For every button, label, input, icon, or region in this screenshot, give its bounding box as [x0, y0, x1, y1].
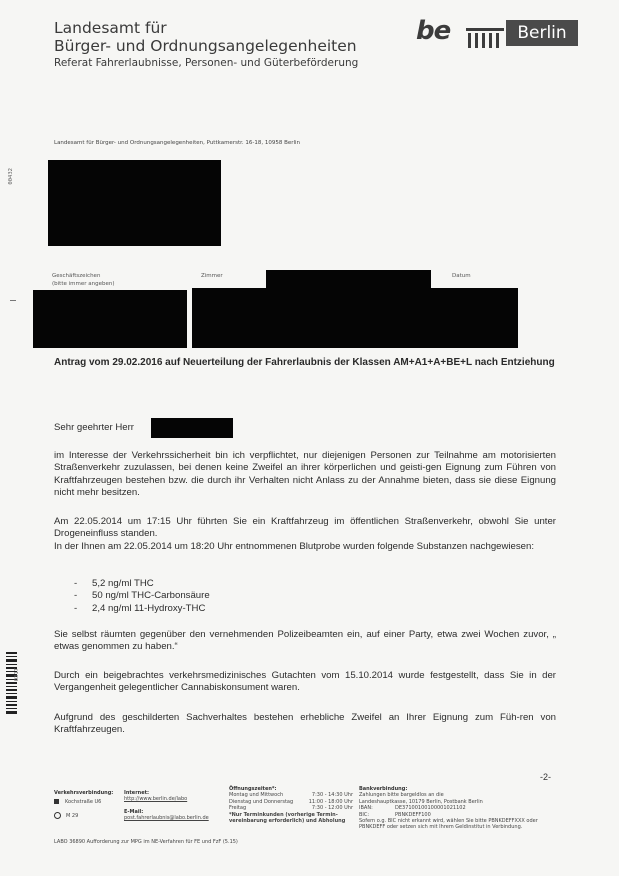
authority-name-line1: Landesamt für: [54, 19, 167, 37]
subway-icon: [54, 799, 59, 804]
paragraph-3: Sie selbst räumten gegenüber den vernehmenden Polizeibeamten ein, auf einer Party, etwa zwei Wochen zuvor, „ etwas genommen zu haben.“: [54, 629, 556, 653]
internet-link[interactable]: http://www.berlin.de/labo: [124, 796, 188, 803]
barcode: [6, 652, 17, 714]
paragraph-2b: In der Ihnen am 22.05.2014 um 18:20 Uhr entnommenen Blutprobe wurden folgende Substanzen nachgewiesen:: [54, 541, 535, 552]
footer-opening-hours: Öffnungszeiten*: Montag und Mittwoch 7:30 - 14:30 Uhr Dienstag und Donnerstag 11:00 - 18:00 Uhr Freitag 7:30 - 12:00 Uhr *Nur Terminkunden (vorherige Termin-vereinbarung erforderlich) und Abholung: [229, 786, 353, 825]
footer-transport: Verkehrsverbindung: Kochstraße U6 M 29: [54, 790, 114, 819]
footer-transport-title: Verkehrsverbindung:: [54, 790, 114, 796]
department-name: Referat Fahrerlaubnisse, Personen- und Güterbeförderung: [54, 57, 359, 69]
brandenburg-gate-icon: [466, 28, 504, 48]
label-zimmer: Zimmer: [201, 273, 223, 279]
salutation: Sehr geehrter Herr: [54, 422, 134, 433]
label-datum: Datum: [452, 273, 471, 279]
barcode-number: 0317: [14, 668, 20, 682]
page-number: -2-: [540, 772, 551, 782]
form-identifier: LABO 36890 Aufforderung zur MPG im NE-Verfahren für FE und FzF (5.15): [54, 839, 238, 845]
footer-internet: Internet: http://www.berlin.de/labo E-Mail: post.fahrerlaubnis@labo.berlin.de: [124, 790, 224, 822]
footer-bank: Bankverbindung: Zahlungen bitte bargeldlos an die Landeshauptkasse, 10179 Berlin, Postbank Berlin IBAN: DE37100100100001021102 BIC: PBNKDEFF100 Sofern o.g. BIC nicht erkannt wird, wählen Sie bitte PBNKDEFFXXX oder PBNKDEFF oder setzen sich mit Ihrem Geldinstitut in Verbindung.: [359, 786, 538, 831]
paragraph-1: im Interesse der Verkehrssicherheit bin ich verpflichtet, nur diejenigen Personen zur Teilnahme am motorisierten Straßenverkehr zuzulassen, bei denen keine Zweifel an ihrer körperlichen und geisti-gen Eignung zum Führen von Kraftfahrzeugen bestehen bzw. die durch ihr Verhalten nicht Anlass zu der Annahme bieten, dass sie diese Eignung nicht mehr besitzen.: [54, 450, 556, 499]
list-item: - 2,4 ng/ml 11-Hydroxy-THC: [74, 602, 206, 614]
redacted-room-date: [192, 288, 518, 348]
redacted-recipient-name: [151, 418, 233, 438]
list-item: - 5,2 ng/ml THC: [74, 578, 154, 589]
redacted-reference-number: [33, 290, 187, 348]
list-item: - 50 ng/ml THC-Carbonsäure: [74, 590, 210, 602]
redacted-recipient-address: [48, 160, 221, 246]
logo-be-text: be: [416, 16, 451, 46]
document-number-vertical: 00432: [8, 168, 14, 185]
authority-name-line2: Bürger- und Ordnungsangelegenheiten: [54, 37, 357, 55]
label-geschaeftszeichen-hint: (bitte immer angeben): [52, 281, 115, 287]
letter-subject: Antrag vom 29.02.2016 auf Neuerteilung der Fahrerlaubnis der Klassen AM+A1+A+BE+L nach Entziehung: [54, 357, 555, 368]
berlin-logo: [416, 18, 576, 52]
sender-address-line: Landesamt für Bürger- und Ordnungsangelegenheiten, Puttkamerstr. 16-18, 10958 Berlin: [54, 140, 301, 146]
substance-list: [74, 578, 210, 615]
paragraph-2a: Am 22.05.2014 um 17:15 Uhr führten Sie ein Kraftfahrzeug im öffentlichen Straßenverkehr, obwohl Sie unter Drogeneinfluss standen.: [54, 516, 556, 540]
paragraph-5: Aufgrund des geschilderten Sachverhaltes bestehen erhebliche Zweifel an Ihrer Eignung zum Füh-ren von Kraftfahrzeugen.: [54, 712, 556, 736]
email-link[interactable]: post.fahrerlaubnis@labo.berlin.de: [124, 815, 209, 822]
logo-berlin-box: Berlin: [506, 20, 578, 46]
fold-mark: [10, 300, 16, 301]
label-geschaeftszeichen: Geschäftszeichen: [52, 273, 101, 279]
bus-icon: [54, 812, 61, 819]
paragraph-4: Durch ein beigebrachtes verkehrsmedizinisches Gutachten vom 15.10.2014 wurde festgestellt, dass Sie in der Vergangenheit gelegentlicher Cannabiskonsument waren.: [54, 670, 556, 694]
